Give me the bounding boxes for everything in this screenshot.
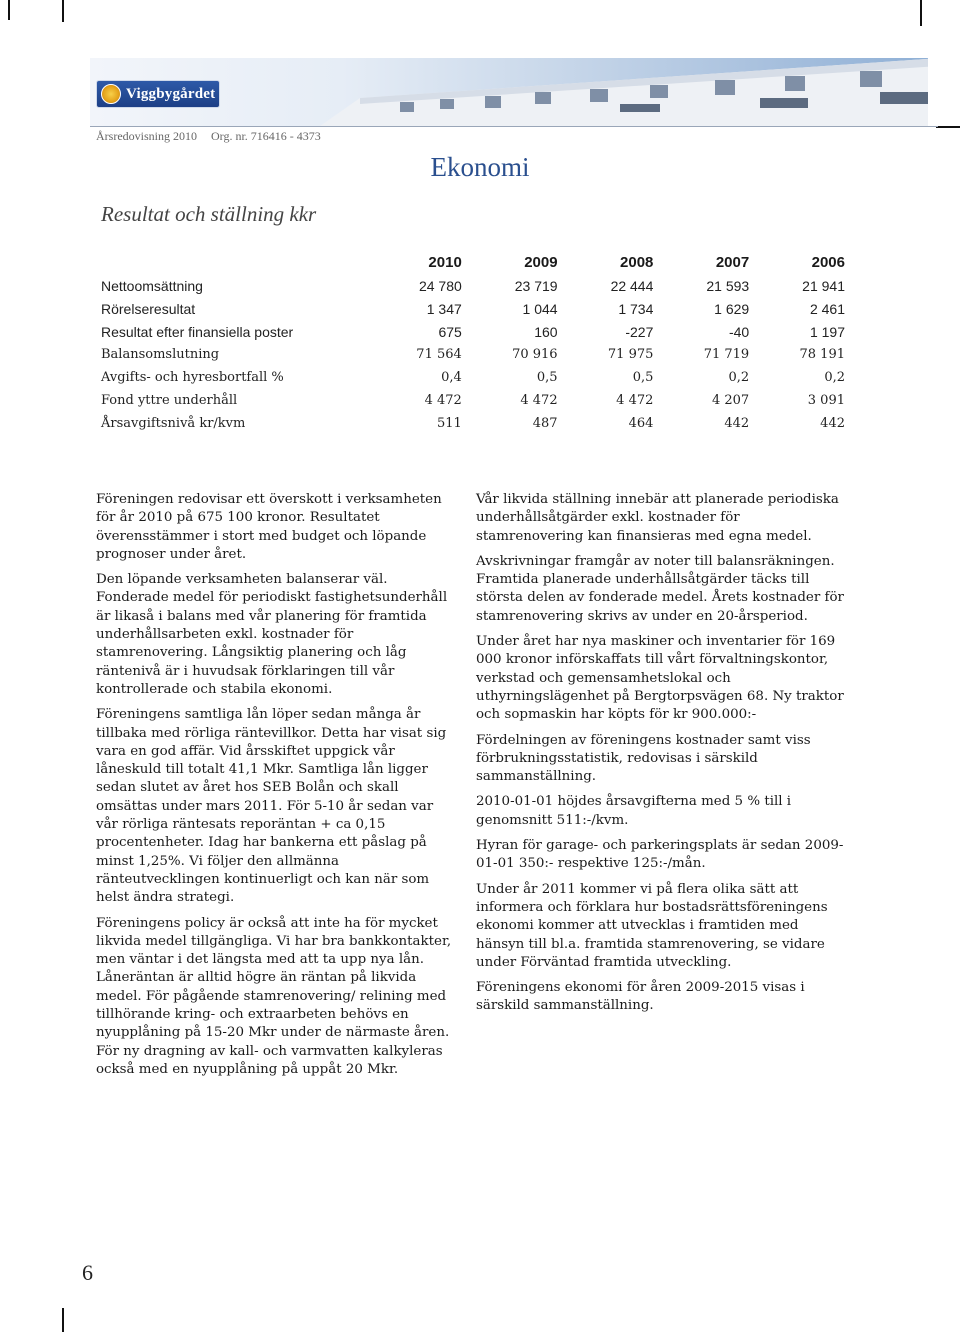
running-head-left: Årsredovisning 2010 <box>96 129 197 143</box>
cell-value: 487 <box>532 416 558 431</box>
paragraph: Föreningens samtliga lån löper sedan många år tillbaka med rörliga räntevillkor. Detta har visat sig vara en god affär. Vid årsskiftet uppgick vår låneskuld till totalt 41,1 Mkr. Samtliga lån ligger sedan slutet av året hos SEB Bolån och skall omsättas under mars 2011. För 5-10 år sedan var vår rörliga räntesats reporäntan + ca 0,15 procentenheter. Idag har bankerna ett påslag på minst 1,25%. Vi följer den allmänna ränteutvecklingen kontinuerligt och kan när som helst ändra strategi. <box>96 707 447 906</box>
crop-mark-right-top <box>920 0 922 26</box>
cell-value: 442 <box>820 416 845 431</box>
logo-text: Viggbygårdet <box>126 85 216 102</box>
cell-value: 71 719 <box>703 347 750 362</box>
paragraph: 2010-01-01 höjdes årsavgifterna med 5 % till i genomsnitt 511:-/kvm. <box>476 794 792 828</box>
cell-value: 21 593 <box>706 277 750 294</box>
header-rule <box>90 126 938 127</box>
cell-value: 0,2 <box>728 370 750 385</box>
year-header: 2007 <box>715 253 750 271</box>
table-header-label <box>101 250 366 274</box>
table-row <box>101 412 845 435</box>
cell-value: 160 <box>534 323 558 340</box>
paragraph: Under året har nya maskiner och inventarier för 169 000 kronor införskaffats till vårt förvaltningskontor, verkstad och gemensamhetslokal och uthyrningslägenhet på Bergtorpsvägen 68. Ny traktor och sopmaskin har köpts för kr 900.000:- <box>476 634 844 723</box>
cell-value: 464 <box>628 416 654 431</box>
row-label: Fond yttre underhåll <box>101 393 238 408</box>
table-row <box>101 297 845 320</box>
cell-value: 511 <box>436 416 462 431</box>
paragraph: Fördelningen av föreningens kostnader samt viss förbrukningsstatistik, redovisas i särskild sammanställning. <box>476 732 811 785</box>
cell-value: 1 044 <box>522 300 558 317</box>
row-label: Balansomslutning <box>101 347 220 362</box>
cell-value: 21 941 <box>802 277 845 294</box>
paragraph: Föreningens policy är också att inte ha för mycket likvida medel tillgängliga. Vi har bra bankkontakter, men väntar i det längsta med att ta upp nya lån. Låneräntan är alltid högre än räntan på likvida medel. För pågående stamrenovering/ relining med tillhörande kring- och extraarbeten behövs en nyupplåning på 15-20 Mkr under de närmaste åren. För ny dragning av kall- och varmvatten kalkyleras också med en nyupplåning på uppåt 20 Mkr. <box>96 915 452 1077</box>
page-number: 6 <box>82 1260 93 1285</box>
cell-value: 71 975 <box>607 347 654 362</box>
paragraph: Hyran för garage- och parkeringsplats är sedan 2009-01-01 350:- respektive 125:-/mån. <box>476 838 844 872</box>
building-illustration <box>320 58 928 126</box>
cell-value: 71 564 <box>416 347 462 362</box>
logo-emblem-icon <box>101 84 121 104</box>
year-header: 2008 <box>620 253 654 271</box>
row-label: Resultat efter finansiella poster <box>101 323 294 340</box>
cell-value: -40 <box>728 323 750 340</box>
left-text-column <box>96 491 453 1086</box>
table-row <box>101 366 845 389</box>
table-row <box>101 320 845 343</box>
table-row <box>101 343 845 366</box>
row-label: Årsavgiftsnivå kr/kvm <box>101 416 246 431</box>
page-title: Ekonomi <box>430 152 530 182</box>
cell-value: 4 472 <box>424 393 462 408</box>
cell-value: 4 207 <box>711 393 750 408</box>
paragraph: Avskrivningar framgår av noter till balansräkningen. Framtida planerade underhållsåtgärder täcks till största delen av fonderade medel. Årets kostnader för stamrenovering skrivs av under en 20-årsperiod. <box>476 553 844 624</box>
paragraph: Föreningen redovisar ett överskott i verksamheten för år 2010 på 675 100 kronor. Resultatet överensstämmer i stort med budget och löpande prognoser under året. <box>96 492 442 562</box>
financial-summary-table <box>101 250 845 435</box>
cell-value: 675 <box>438 323 462 340</box>
right-text-column <box>476 491 844 1023</box>
running-head <box>96 129 321 144</box>
year-header: 2006 <box>811 253 845 271</box>
cell-value: 4 472 <box>616 393 654 408</box>
running-head-right: Org. nr. 716416 - 4373 <box>211 129 321 143</box>
cell-value: 22 444 <box>610 277 654 294</box>
crop-mark-left-top-2 <box>62 0 64 22</box>
cell-value: 1 347 <box>426 300 462 317</box>
year-header: 2009 <box>524 253 558 271</box>
cell-value: 2 461 <box>809 300 845 317</box>
cell-value: 0,4 <box>441 370 462 385</box>
paragraph: Vår likvida ställning innebär att planerade periodiska underhållsåtgärder exkl. kostnader för stamrenovering kan finansieras med egna medel. <box>476 492 839 544</box>
cell-value: 78 191 <box>799 347 845 362</box>
cell-value: 0,5 <box>632 370 654 385</box>
row-label: Avgifts- och hyresbortfall % <box>101 370 284 385</box>
cell-value: 23 719 <box>514 277 558 294</box>
row-label: Rörelseresultat <box>101 300 196 317</box>
cell-value: 1 629 <box>714 300 750 317</box>
cell-value: 442 <box>724 416 750 431</box>
crop-mark-left-bottom <box>62 1308 64 1332</box>
paragraph: Under år 2011 kommer vi på flera olika sätt att informera och förklara hur bostadsrättsföreningens ekonomi kommer att utvecklas i framtiden med hänsyn till bl.a. framtida stamrenovering, se vidare under Förväntad framtida utveckling. <box>476 881 828 970</box>
paragraph: Föreningens ekonomi för åren 2009-2015 visas i särskild sammanställning. <box>476 980 805 1014</box>
cell-value: 24 780 <box>418 277 462 294</box>
cell-value: 0,5 <box>536 370 558 385</box>
cell-value: 3 091 <box>807 393 845 408</box>
row-label: Nettoomsättning <box>101 277 203 294</box>
table-header-row <box>101 250 845 274</box>
cell-value: -227 <box>625 323 654 340</box>
cell-value: 4 472 <box>520 393 558 408</box>
cell-value: 1 734 <box>618 300 654 317</box>
year-header: 2010 <box>428 253 462 271</box>
cell-value: 70 916 <box>512 347 558 362</box>
cell-value: 1 197 <box>809 323 845 340</box>
crop-mark-left-top <box>8 0 10 20</box>
section-subtitle: Resultat och ställning kkr <box>101 202 317 226</box>
paragraph: Den löpande verksamheten balanserar väl. Fonderade medel för periodiskt fastighetsunderhåll är likaså i balans med vår planering för framtida underhållsarbeten exkl. kostnader för stamrenovering. Långsiktig planering och låg räntenivå är i huvudsak förklaringen till vår kontrollerade och stabila ekonomi. <box>96 572 448 697</box>
table-row <box>101 389 845 412</box>
cell-value: 0,2 <box>824 370 845 385</box>
table-row <box>101 274 845 297</box>
logo <box>96 80 220 108</box>
crop-mark-right-side <box>936 126 960 128</box>
